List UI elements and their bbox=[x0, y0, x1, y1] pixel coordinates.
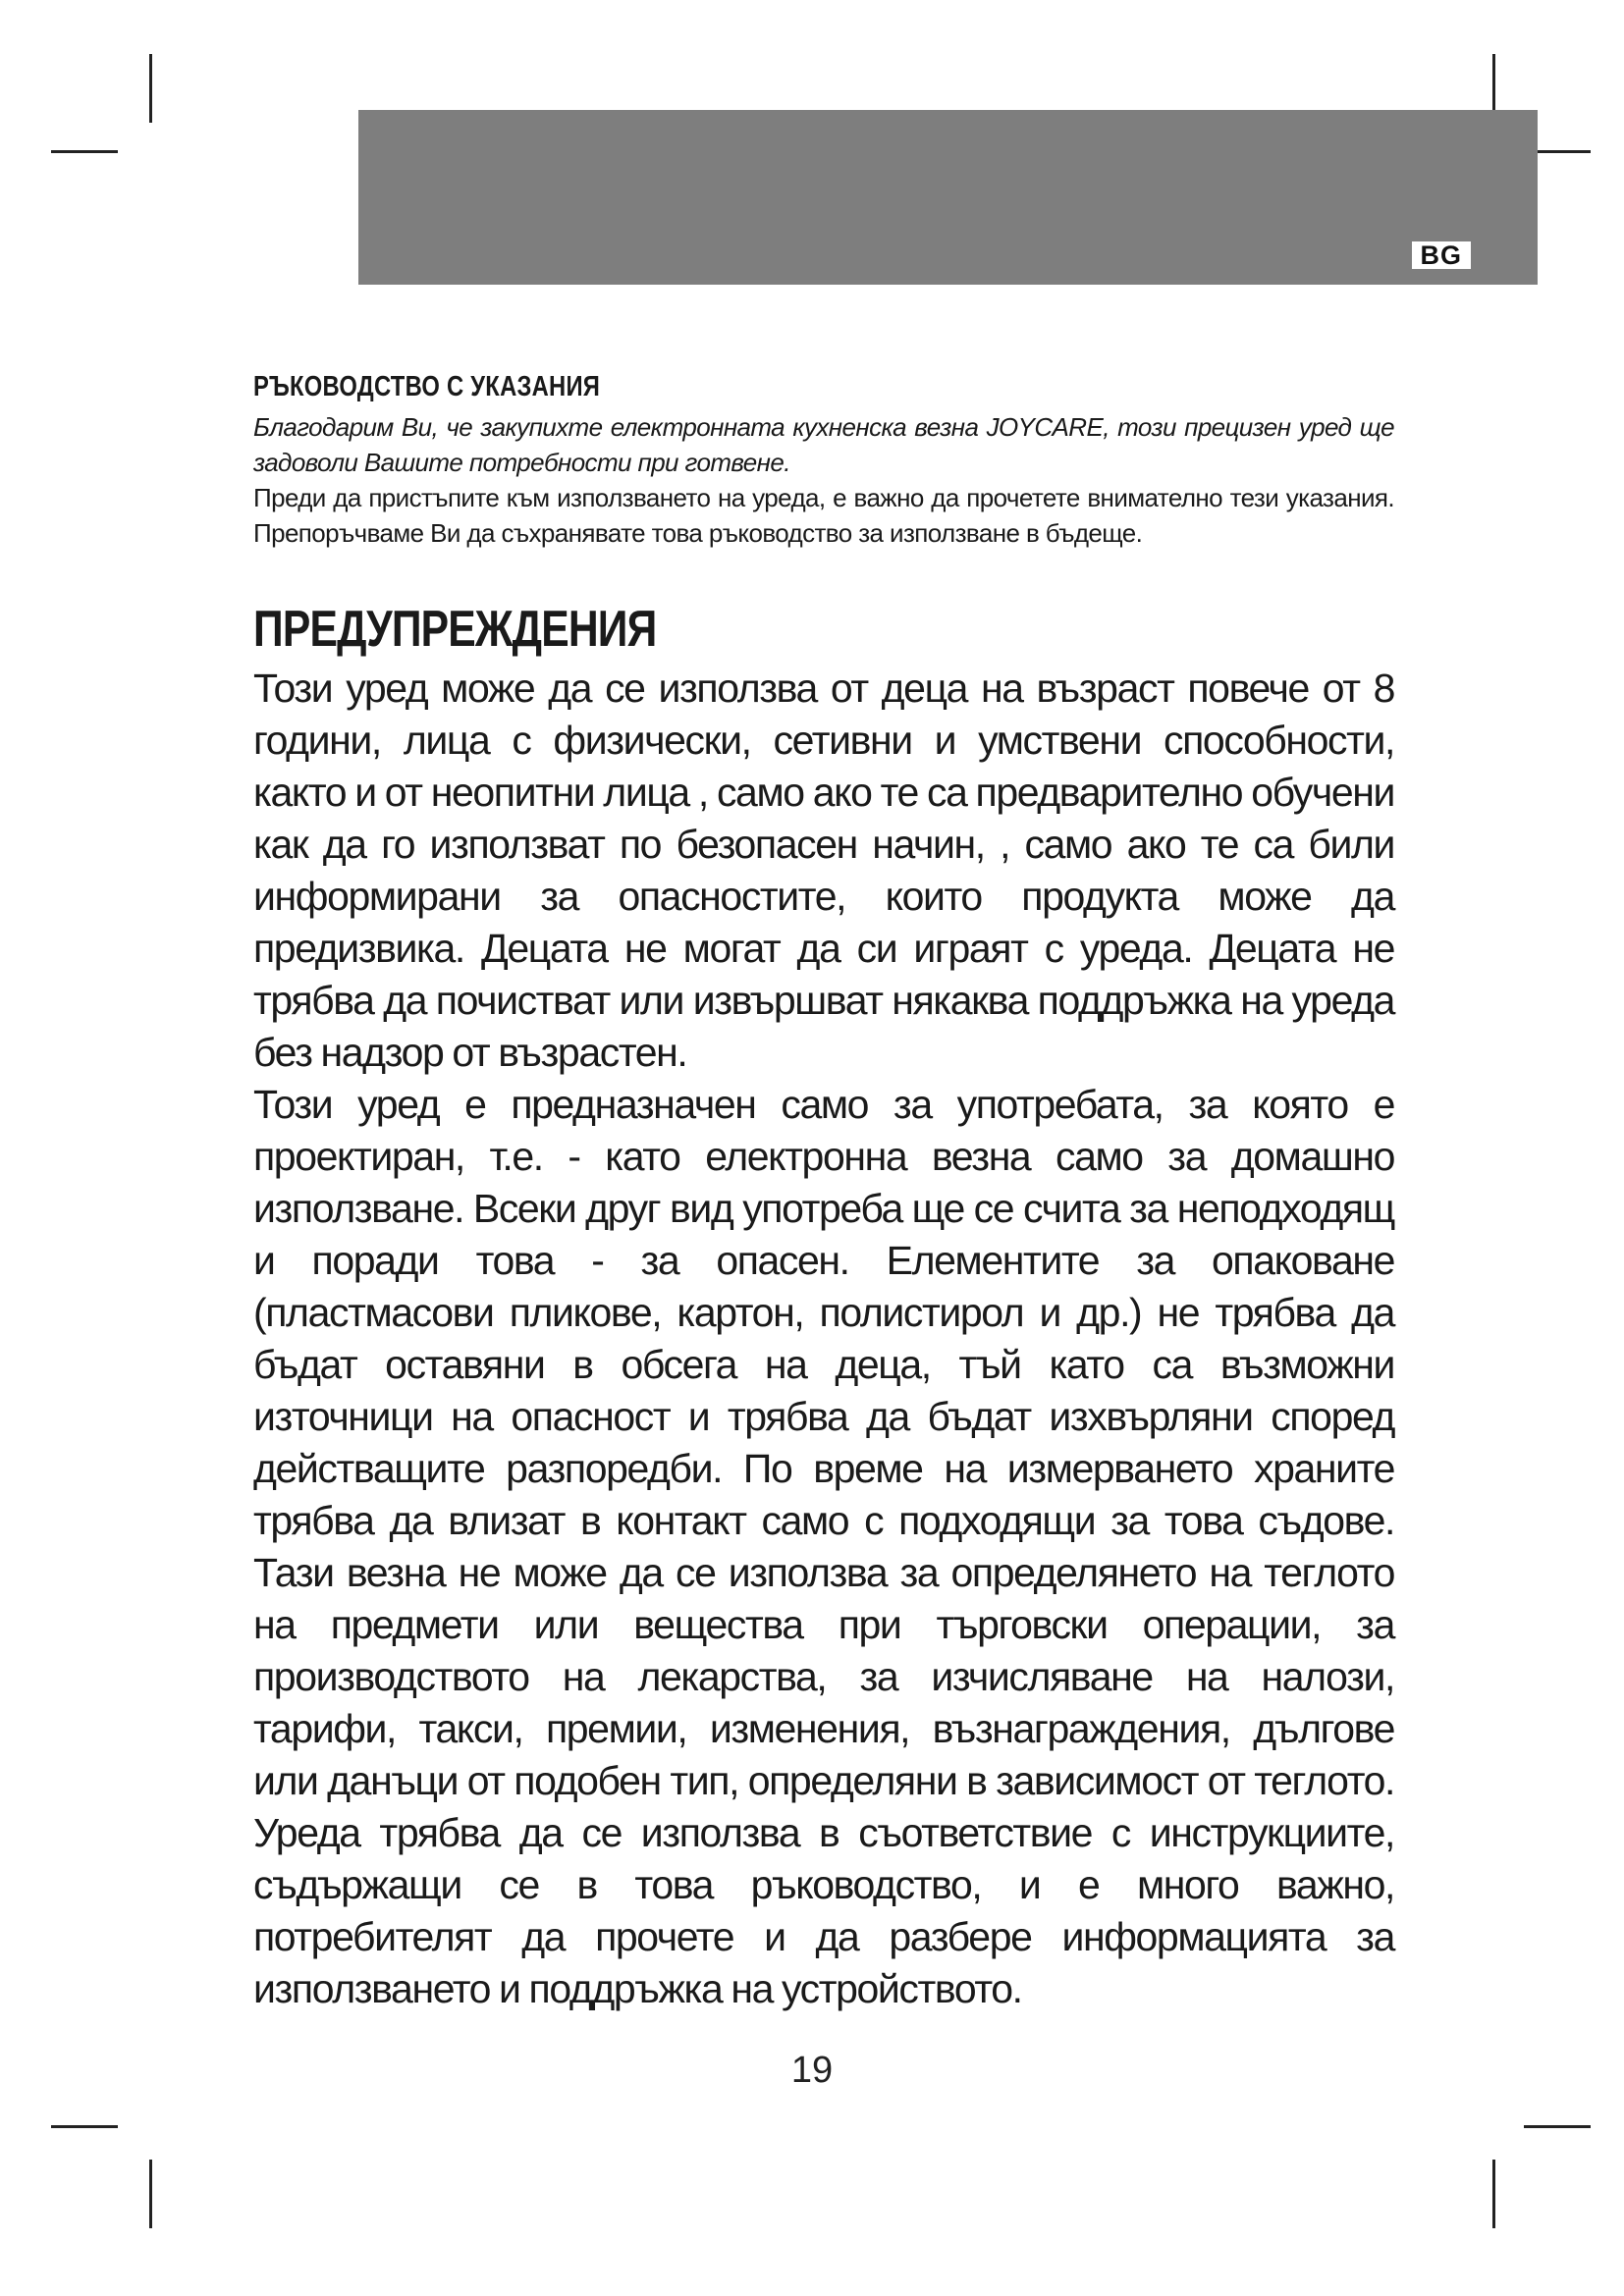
warning-paragraph: Този уред е предназначен само за употребата, за която е проектиран, т.е. - като електронна везна само за домашно използване. Всеки друг вид употреба ще се счита за неподходящ и поради това - за опасен. Елементите за опаковане (пластмасови пликове, картон, полистирол и др.) не трябва да бъдат оставяни в обсега на деца, тъй като са възможни източници на опасност и трябва да бъдат изхвърляни според действащите разпоредби. По време на измерването храните трябва да влизат в контакт само с подходящи за това съдове. Тази везна не може да се използва за определянето на теглото на предмети или вещества при търговски операции, за производството на лекарства, за изчисляване на налози, тарифи, такси, премии, изменения, възнаграждения, дългове или данъци от подобен тип, определяни в зависимост от теглото. Уреда трябва да се използва в съответствие с инструкциите, съдържащи се в това ръководство, и е много важно, потребителят да прочете и да разбере информацията за използването и поддръжка на устройството. bbox=[253, 1082, 1394, 2011]
intro-thanks: Благодарим Ви, че закупихте електронната кухненска везна JOYCARE, този прецизен уред ще задоволи Вашите потребности при готвене. bbox=[253, 412, 1394, 477]
header-band bbox=[358, 110, 1538, 285]
crop-mark-bottom-right-vertical bbox=[1492, 2160, 1495, 2228]
warnings-title: ПРЕДУПРЕЖДЕНИЯ bbox=[253, 601, 657, 658]
crop-mark-bottom-right-horizontal bbox=[1524, 2125, 1591, 2128]
crop-mark-bottom-left-vertical bbox=[149, 2160, 152, 2228]
page-content bbox=[253, 371, 1394, 2015]
page-number: 19 bbox=[790, 2050, 834, 2091]
language-badge: BG bbox=[1412, 241, 1472, 269]
intro-title: РЪКОВОДСТВО С УКАЗАНИЯ bbox=[253, 371, 601, 402]
crop-mark-bottom-left-horizontal bbox=[51, 2125, 118, 2128]
crop-mark-top-left-horizontal bbox=[51, 150, 118, 153]
intro-advice: Преди да пристъпите към използването на уреда, е важно да прочетете внимателно тези указания. Препоръчваме Ви да съхранявате това ръководство за използване в бъдеще. bbox=[253, 483, 1394, 548]
crop-mark-top-left-vertical bbox=[149, 54, 152, 123]
warning-paragraph: Този уред може да се използва от деца на възраст повече от 8 години, лица с физически, сетивни и умствени способности, както и от неопитни лица , само ако те са предварително обучени как да го използват по безопасен начин, , само ако те са били информирани за опасностите, които продукта може да предизвика. Децата не могат да си играят с уреда. Децата не трябва да почистват или извършват някаква поддръжка на уреда без надзор от възрастен. bbox=[253, 666, 1394, 1075]
